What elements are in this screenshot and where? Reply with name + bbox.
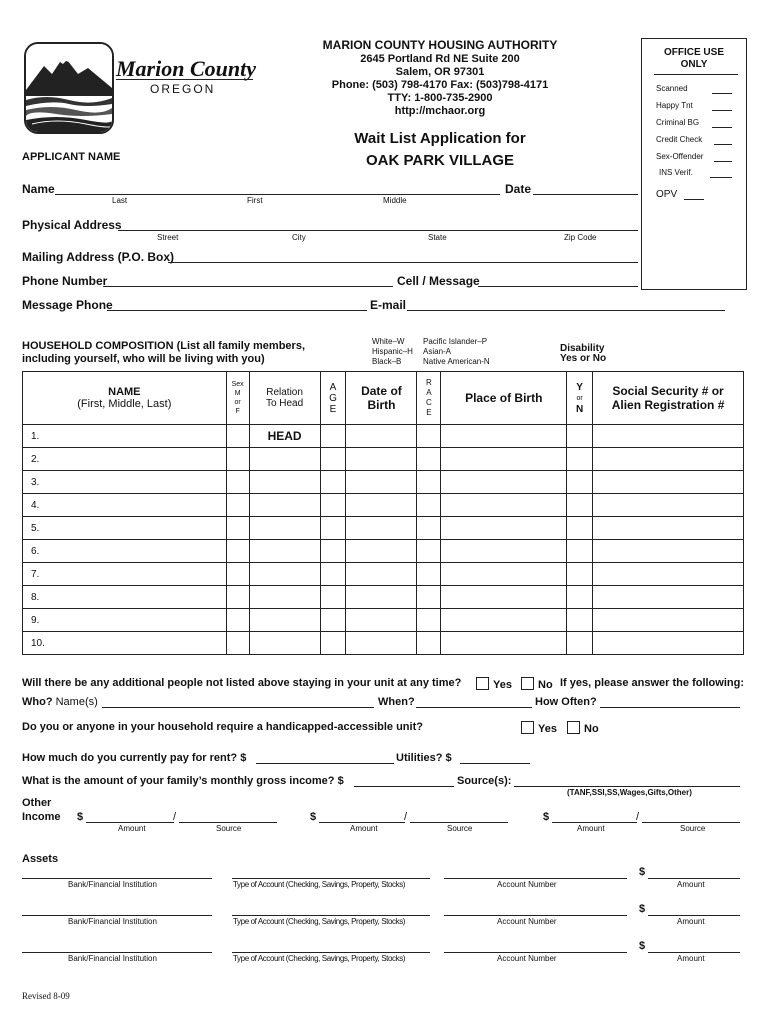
- race-cell[interactable]: [417, 586, 441, 609]
- logo-emblem: [24, 42, 114, 134]
- dob-cell[interactable]: [346, 425, 417, 448]
- amount-caption: Amount: [577, 824, 605, 833]
- dollar-sign: $: [543, 811, 550, 823]
- table-row: [23, 494, 744, 517]
- date-label: Date: [505, 182, 532, 196]
- table-row: [23, 425, 744, 448]
- office-item-criminal-bg: Criminal BG: [656, 118, 700, 127]
- race-key-white: White–W: [372, 337, 405, 346]
- age-cell[interactable]: [320, 448, 346, 471]
- source-caption: Source: [216, 824, 242, 833]
- address-sub-street: Street: [157, 233, 179, 242]
- household-heading-2: including yourself, who will be living with you): [22, 353, 265, 365]
- account-number-field[interactable]: [444, 952, 627, 953]
- pob-cell[interactable]: [441, 425, 567, 448]
- yn-cell[interactable]: [567, 609, 593, 632]
- race-key-native: Native American-N: [423, 357, 490, 366]
- col-sex: Sex M or F: [226, 372, 249, 425]
- dollar-sign: $: [639, 940, 646, 952]
- pob-cell[interactable]: [441, 471, 567, 494]
- how-often-field[interactable]: [600, 707, 740, 708]
- account-type-caption: Type of Account (Checking, Savings, Property, Stocks): [233, 954, 406, 963]
- dob-cell[interactable]: [346, 517, 417, 540]
- ssn-cell[interactable]: [593, 425, 744, 448]
- office-item-happy-tnt: Happy Tnt: [656, 101, 693, 110]
- table-row: [23, 586, 744, 609]
- yes-checkbox[interactable]: [521, 721, 534, 734]
- assets-heading: Assets: [22, 853, 59, 865]
- office-line: [712, 110, 732, 111]
- dob-cell[interactable]: [346, 609, 417, 632]
- asset-amount-field[interactable]: [648, 952, 740, 953]
- row-number: 5.: [23, 517, 227, 540]
- race-cell[interactable]: [417, 494, 441, 517]
- income-label: What is the amount of your family’s monthly gross income? $: [22, 775, 344, 787]
- office-line: [684, 199, 704, 200]
- yn-cell[interactable]: [567, 540, 593, 563]
- yes-checkbox[interactable]: [476, 677, 489, 690]
- ssn-cell[interactable]: [593, 563, 744, 586]
- race-key-black: Black–B: [372, 357, 402, 366]
- form-title: Wait List Application for: [354, 130, 526, 147]
- row-number: 2.: [23, 448, 227, 471]
- other-income-label: Other: [22, 797, 52, 809]
- office-item-opv: OPV: [656, 189, 678, 200]
- email-field[interactable]: [407, 310, 725, 311]
- relation-cell[interactable]: [249, 586, 320, 609]
- other-income-source-1[interactable]: [179, 822, 277, 823]
- age-cell[interactable]: [320, 517, 346, 540]
- sex-cell[interactable]: [226, 632, 249, 655]
- how-often-label: How Often?: [535, 696, 597, 708]
- col-name: NAME (First, Middle, Last): [23, 372, 227, 425]
- table-header-row: [23, 372, 744, 425]
- col-disability-yn: Y or N: [567, 372, 593, 425]
- pob-cell[interactable]: [441, 494, 567, 517]
- yn-cell[interactable]: [567, 471, 593, 494]
- race-cell[interactable]: [417, 563, 441, 586]
- dob-cell[interactable]: [346, 632, 417, 655]
- pob-cell[interactable]: [441, 540, 567, 563]
- utilities-label: Utilities? $: [396, 752, 452, 764]
- name-sub-last: Last: [112, 196, 128, 205]
- address-field[interactable]: [118, 230, 638, 231]
- accessible-question: Do you or anyone in your household require a handicapped-accessible unit?: [22, 721, 423, 733]
- race-key-pacific: Pacific Islander–P: [423, 337, 488, 346]
- other-income-source-2[interactable]: [410, 822, 508, 823]
- when-field[interactable]: [416, 707, 532, 708]
- dollar-sign: $: [639, 903, 646, 915]
- logo-name: Marion County: [116, 56, 256, 81]
- additional-people-question: Will there be any additional people not listed above staying in your unit at any time?: [22, 677, 462, 689]
- address-sub-city: City: [292, 233, 306, 242]
- logo-subtitle: OREGON: [150, 82, 216, 96]
- race-cell[interactable]: [417, 632, 441, 655]
- dob-cell[interactable]: [346, 471, 417, 494]
- office-line: [712, 93, 732, 94]
- pob-cell[interactable]: [441, 609, 567, 632]
- account-type-caption: Type of Account (Checking, Savings, Property, Stocks): [233, 917, 406, 926]
- disability-label: Disability: [560, 343, 605, 354]
- relation-cell[interactable]: [249, 517, 320, 540]
- table-row: [23, 609, 744, 632]
- dob-cell[interactable]: [346, 540, 417, 563]
- sex-cell[interactable]: [226, 609, 249, 632]
- phone-field[interactable]: [103, 286, 393, 287]
- office-line: [714, 144, 732, 145]
- yn-cell[interactable]: [567, 586, 593, 609]
- applicant-heading: APPLICANT NAME: [22, 151, 121, 163]
- agency-tty: TTY: 1-800-735-2900: [387, 92, 493, 104]
- other-income-source-3[interactable]: [642, 822, 740, 823]
- phone-label: Phone Number: [22, 274, 108, 288]
- yn-cell[interactable]: [567, 517, 593, 540]
- race-key-hispanic: Hispanic–H: [372, 347, 413, 356]
- office-item-sex-offender: Sex-Offender: [656, 152, 704, 161]
- names-label: Name(s): [55, 696, 98, 708]
- office-item-scanned: Scanned: [656, 84, 688, 93]
- row-number: 3.: [23, 471, 227, 494]
- col-place-of-birth: Place of Birth: [441, 372, 567, 425]
- col-race: R A C E: [417, 372, 441, 425]
- when-label: When?: [378, 696, 415, 708]
- bank-caption: Bank/Financial Institution: [68, 954, 157, 963]
- other-income-amount-3[interactable]: [552, 822, 637, 823]
- account-number-caption: Account Number: [497, 880, 557, 889]
- agency-phone: Phone: (503) 798-4170 Fax: (503)798-4171: [331, 79, 549, 91]
- household-heading: HOUSEHOLD COMPOSITION (List all family members,: [22, 340, 305, 352]
- pob-cell[interactable]: [441, 586, 567, 609]
- name-field[interactable]: [55, 194, 500, 195]
- relation-cell[interactable]: [249, 609, 320, 632]
- bank-field[interactable]: [22, 952, 212, 953]
- account-number-caption: Account Number: [497, 917, 557, 926]
- office-use-box: [641, 38, 747, 290]
- table-row: [23, 517, 744, 540]
- table-row: [23, 632, 744, 655]
- rent-label: How much do you currently pay for rent? $: [22, 752, 247, 764]
- race-cell[interactable]: [417, 540, 441, 563]
- table-row: [23, 471, 744, 494]
- bank-caption: Bank/Financial Institution: [68, 880, 157, 889]
- ssn-cell[interactable]: [593, 540, 744, 563]
- source-caption: Source: [447, 824, 473, 833]
- sources-hint: (TANF,SSI,SS,Wages,Gifts,Other): [567, 788, 692, 797]
- sex-cell[interactable]: [226, 494, 249, 517]
- agency-url[interactable]: http://mchaor.org: [394, 105, 486, 117]
- agency-address: 2645 Portland Rd NE Suite 200: [360, 53, 520, 65]
- accessible-yes-option[interactable]: Yes: [521, 721, 557, 735]
- account-type-caption: Type of Account (Checking, Savings, Property, Stocks): [233, 880, 406, 889]
- age-cell[interactable]: [320, 540, 346, 563]
- amount-caption: Amount: [118, 824, 146, 833]
- sex-cell[interactable]: [226, 471, 249, 494]
- mountain-landscape-icon: [26, 44, 112, 132]
- amount-caption: Amount: [677, 880, 705, 889]
- agency-city: Salem, OR 97301: [395, 66, 485, 78]
- name-sub-first: First: [247, 196, 263, 205]
- ssn-cell[interactable]: [593, 494, 744, 517]
- office-item-credit-check: Credit Check: [656, 135, 703, 144]
- ssn-cell[interactable]: [593, 517, 744, 540]
- row-number: 9.: [23, 609, 227, 632]
- address-sub-zip: Zip Code: [564, 233, 597, 242]
- pob-cell[interactable]: [441, 563, 567, 586]
- office-line: [714, 161, 732, 162]
- race-cell[interactable]: [417, 471, 441, 494]
- col-dob: Date of Birth: [346, 372, 417, 425]
- row-number: 10.: [23, 632, 227, 655]
- row-number: 4.: [23, 494, 227, 517]
- mailing-field[interactable]: [168, 262, 638, 263]
- relation-cell[interactable]: [249, 494, 320, 517]
- bank-field[interactable]: [22, 915, 212, 916]
- dollar-sign: $: [77, 811, 84, 823]
- office-item-ins-verif: INS Verif.: [659, 168, 693, 177]
- account-number-caption: Account Number: [497, 954, 557, 963]
- sources-label: Source(s):: [457, 775, 512, 787]
- accessible-no-option[interactable]: No: [567, 721, 599, 735]
- yn-cell[interactable]: [567, 563, 593, 586]
- ssn-cell[interactable]: [593, 471, 744, 494]
- relation-cell[interactable]: [249, 540, 320, 563]
- account-type-field[interactable]: [232, 915, 430, 916]
- sex-cell[interactable]: [226, 563, 249, 586]
- age-cell[interactable]: [320, 632, 346, 655]
- relation-head: HEAD: [249, 425, 320, 448]
- col-relation: Relation To Head: [249, 372, 320, 425]
- email-label: E-mail: [370, 298, 407, 312]
- sex-cell[interactable]: [226, 540, 249, 563]
- disability-yes-no: Yes or No: [560, 353, 607, 364]
- address-sub-state: State: [428, 233, 447, 242]
- age-cell[interactable]: [320, 494, 346, 517]
- agency-name: MARION COUNTY HOUSING AUTHORITY: [322, 38, 558, 52]
- income-field[interactable]: [354, 786, 454, 787]
- dollar-sign: $: [639, 866, 646, 878]
- account-number-field[interactable]: [444, 915, 627, 916]
- cell-label: Cell / Message: [397, 274, 480, 288]
- age-cell[interactable]: [320, 586, 346, 609]
- ssn-cell[interactable]: [593, 632, 744, 655]
- sources-field[interactable]: [514, 786, 740, 787]
- dollar-sign: $: [310, 811, 317, 823]
- other-income-label-2: Income: [22, 811, 61, 823]
- col-ssn: Social Security # or Alien Registration #: [593, 372, 744, 425]
- slash: /: [404, 811, 408, 823]
- sex-cell[interactable]: [226, 586, 249, 609]
- amount-caption: Amount: [677, 917, 705, 926]
- col-age: A G E: [320, 372, 346, 425]
- row-number: 8.: [23, 586, 227, 609]
- name-sub-middle: Middle: [383, 196, 407, 205]
- no-checkbox[interactable]: [567, 721, 580, 734]
- revised-date: Revised 8-09: [22, 991, 70, 1001]
- additional-no-option[interactable]: No: [521, 677, 553, 691]
- age-cell[interactable]: [320, 425, 346, 448]
- office-line: [710, 177, 732, 178]
- name-label: Name: [22, 182, 55, 196]
- office-line: [712, 127, 732, 128]
- additional-follow-up: If yes, please answer the following:: [560, 677, 744, 689]
- row-number: 1.: [23, 425, 227, 448]
- office-use-only: ONLY: [680, 59, 708, 70]
- table-row: [23, 448, 744, 471]
- row-number: 6.: [23, 540, 227, 563]
- relation-cell[interactable]: [249, 563, 320, 586]
- table-row: [23, 540, 744, 563]
- additional-yes-option[interactable]: Yes: [476, 677, 512, 691]
- other-income-amount-2[interactable]: [319, 822, 405, 823]
- msg-phone-label: Message Phone: [22, 298, 113, 312]
- mailing-label: Mailing Address (P.O. Box): [22, 250, 175, 264]
- source-caption: Source: [680, 824, 706, 833]
- asset-amount-field[interactable]: [648, 915, 740, 916]
- account-number-field[interactable]: [444, 878, 627, 879]
- table-row: [23, 563, 744, 586]
- row-number: 7.: [23, 563, 227, 586]
- account-type-field[interactable]: [232, 878, 430, 879]
- pob-cell[interactable]: [441, 632, 567, 655]
- logo-divider: [116, 79, 253, 80]
- ssn-cell[interactable]: [593, 448, 744, 471]
- other-income-amount-1[interactable]: [86, 822, 174, 823]
- who-field[interactable]: [102, 707, 374, 708]
- race-cell[interactable]: [417, 448, 441, 471]
- bank-caption: Bank/Financial Institution: [68, 917, 157, 926]
- dob-cell[interactable]: [346, 563, 417, 586]
- pob-cell[interactable]: [441, 517, 567, 540]
- no-checkbox[interactable]: [521, 677, 534, 690]
- amount-caption: Amount: [677, 954, 705, 963]
- bank-field[interactable]: [22, 878, 212, 879]
- office-use-title: OFFICE USE: [663, 47, 724, 58]
- form-subtitle: OAK PARK VILLAGE: [365, 152, 515, 169]
- yn-cell[interactable]: [567, 425, 593, 448]
- relation-cell[interactable]: [249, 471, 320, 494]
- ssn-cell[interactable]: [593, 609, 744, 632]
- who-label: Who?: [22, 696, 53, 708]
- age-cell[interactable]: [320, 471, 346, 494]
- yn-cell[interactable]: [567, 632, 593, 655]
- rent-field[interactable]: [256, 763, 394, 764]
- yn-cell[interactable]: [567, 448, 593, 471]
- race-cell[interactable]: [417, 425, 441, 448]
- slash: /: [173, 811, 177, 823]
- office-use-rule: [654, 74, 738, 75]
- relation-cell[interactable]: [249, 448, 320, 471]
- race-cell[interactable]: [417, 517, 441, 540]
- dob-cell[interactable]: [346, 494, 417, 517]
- race-cell[interactable]: [417, 609, 441, 632]
- msg-phone-field[interactable]: [107, 310, 367, 311]
- relation-cell[interactable]: [249, 632, 320, 655]
- address-label: Physical Address: [22, 218, 122, 232]
- sex-cell[interactable]: [226, 448, 249, 471]
- dob-cell[interactable]: [346, 586, 417, 609]
- race-key-asian: Asian-A: [423, 347, 452, 356]
- yn-cell[interactable]: [567, 494, 593, 517]
- pob-cell[interactable]: [441, 448, 567, 471]
- cell-field[interactable]: [478, 286, 638, 287]
- age-cell[interactable]: [320, 609, 346, 632]
- date-field[interactable]: [533, 194, 638, 195]
- account-type-field[interactable]: [232, 952, 430, 953]
- sex-cell[interactable]: [226, 517, 249, 540]
- slash: /: [636, 811, 640, 823]
- amount-caption: Amount: [350, 824, 378, 833]
- dob-cell[interactable]: [346, 448, 417, 471]
- sex-cell[interactable]: [226, 425, 249, 448]
- utilities-field[interactable]: [460, 763, 530, 764]
- ssn-cell[interactable]: [593, 586, 744, 609]
- age-cell[interactable]: [320, 563, 346, 586]
- asset-amount-field[interactable]: [648, 878, 740, 879]
- household-table: [22, 371, 744, 655]
